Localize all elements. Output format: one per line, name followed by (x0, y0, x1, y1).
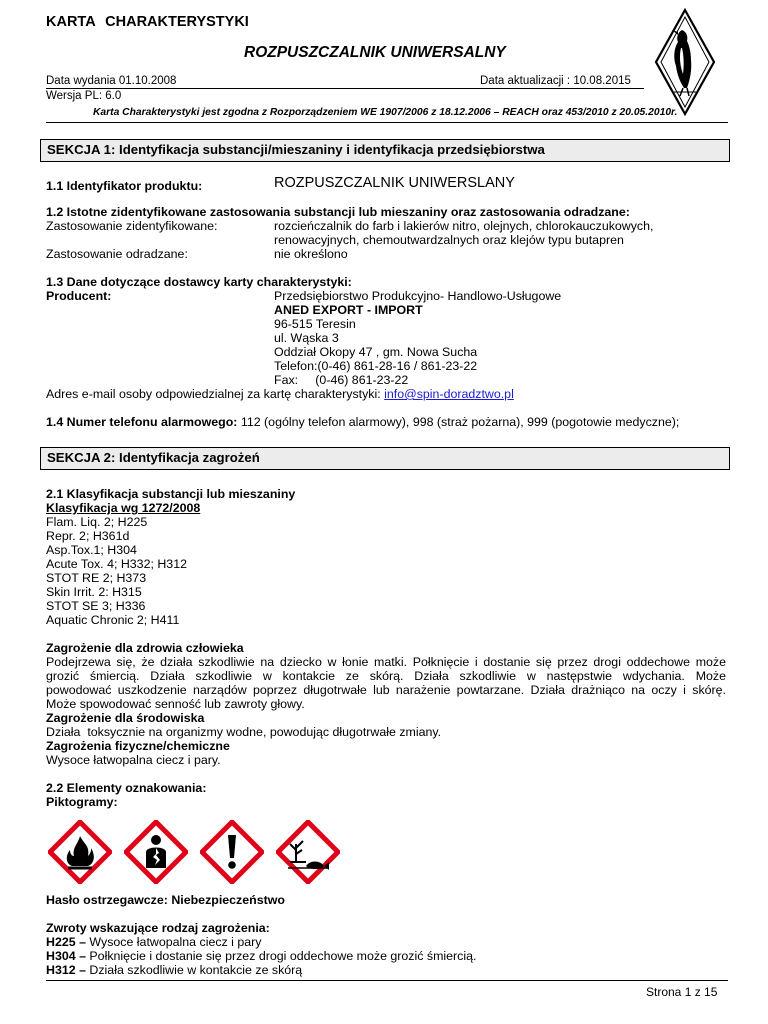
health-hazard-line: grozić śmiercią. Działa szkodliwie w kontakcie ze skórą. Działa szkodliwie w następstwie wdychania. Może (46, 669, 726, 683)
producer-phone: Telefon:(0-46) 861-28-16 / 861-23-22 (274, 359, 478, 373)
emergency-phone-value: 112 (ogólny telefon alarmowy), 998 (straż pożarna), 999 (pogotowie medyczne); (237, 415, 680, 429)
hazard-code: H225 – (46, 935, 86, 949)
section-2-heading: SEKCJA 2: Identyfikacja zagrożeń (40, 447, 730, 470)
producer-line: ul. Wąska 3 (274, 331, 339, 345)
environment-icon (276, 820, 340, 884)
emergency-phone (46, 415, 679, 429)
hazard-statements-list (46, 935, 476, 977)
classification-item: Asp.Tox.1; H304 (46, 543, 137, 557)
contact-email-link[interactable]: info@spin-doradztwo.pl (384, 387, 514, 401)
product-title: ROZPUSZCZALNIK UNIWERSALNY (244, 44, 506, 61)
classification-item: Skin Irrit. 2: H315 (46, 585, 142, 599)
classification-item: Aquatic Chronic 2; H411 (46, 613, 180, 627)
hazard-statement (46, 963, 476, 977)
producer-details (274, 289, 561, 387)
contact-email-line (46, 387, 514, 401)
health-hazard-line: Może spowodować senność lub zawroty głowy. (46, 697, 305, 711)
header-rule-2 (46, 122, 728, 123)
physical-hazard-heading: Zagrożenia fizyczne/chemiczne (46, 739, 230, 753)
hazard-code: H304 – (46, 949, 86, 963)
issue-date: Data wydania 01.10.2008 (46, 75, 177, 87)
health-hazard-text (46, 655, 726, 711)
hazard-statement (46, 935, 476, 949)
emergency-phone-label: 1.4 Numer telefonu alarmowego: (46, 415, 238, 429)
doc-type-title: KARTA CHARAKTERYSTYKI (46, 14, 249, 30)
health-hazard-icon (124, 820, 188, 884)
producer-line: Przedsiębiorstwo Produkcyjno- Handlowo-Usługowe (274, 289, 562, 303)
physical-hazard-text: Wysoce łatwopalna ciecz i pary. (46, 753, 221, 767)
flame-icon (48, 820, 112, 884)
classification-item: STOT RE 2; H373 (46, 571, 147, 585)
classification-item: Repr. 2; H361d (46, 529, 130, 543)
environment-hazard-heading: Zagrożenie dla środowiska (46, 711, 205, 725)
contact-email-label: Adres e-mail osoby odpowiedzialnej za kartę charakterystyki: (46, 387, 385, 401)
pictograms-heading: Piktogramy: (46, 795, 118, 809)
update-date: Data aktualizacji : 10.08.2015 (480, 75, 631, 87)
advised-against-value: nie określono (274, 247, 348, 261)
producer-label: Producent: (46, 289, 112, 303)
exclamation-icon (200, 820, 264, 884)
identified-use-line: rozcieńczalnik do farb i lakierów nitro, olejnych, chlorokauczukowych, (274, 219, 654, 233)
footer-rule (46, 980, 728, 981)
hazard-text: Połknięcie i dostanie się przez drogi oddechowe może grozić śmiercią. (85, 949, 477, 963)
health-hazard-line: Podejrzewa się, że działa szkodliwie na dziecko w łonie matki. Połknięcie i dostanie się przez drogi oddechowe może (46, 655, 726, 669)
advised-against-label: Zastosowanie odradzane: (46, 247, 188, 261)
hazard-text: Wysoce łatwopalna ciecz i pary (85, 935, 262, 949)
classification-heading: 2.1 Klasyfikacja substancji lub mieszaniny (46, 487, 296, 501)
section-1-heading: SEKCJA 1: Identyfikacja substancji/mieszaniny i identyfikacja przedsiębiorstwa (40, 139, 730, 162)
identified-use-label: Zastosowanie zidentyfikowane: (46, 219, 218, 233)
identified-use-value (274, 219, 653, 247)
company-logo (654, 8, 716, 116)
health-hazard-heading: Zagrożenie dla zdrowia człowieka (46, 641, 244, 655)
producer-fax: Fax: (0-46) 861-23-22 (274, 373, 409, 387)
page-number: Strona 1 z 15 (646, 985, 718, 999)
product-identifier-value: ROZPUSZCZALNIK UNIWERSLANY (274, 175, 515, 191)
header-rule (46, 88, 644, 89)
compliance-note: Karta Charakterystyki jest zgodna z Rozporządzeniem WE 1907/2006 z 18.12.2006 – REACH oraz 453/2010 z 20.05.2010r. (93, 107, 678, 118)
producer-line: 96-515 Teresin (274, 317, 356, 331)
classification-item: Acute Tox. 4; H332; H312 (46, 557, 187, 571)
identified-use-line: renowacyjnych, chemoutwardzalnych oraz klejów typu butapren (274, 233, 624, 247)
health-hazard-line: powodować uszkodzenie narządów poprzez długotrwałe lub narażenie powtarzane. Działa drażniąco na oczy i skórę. (46, 683, 726, 697)
supplier-heading: 1.3 Dane dotyczące dostawcy karty charakterystyki: (46, 275, 352, 289)
hazard-text: Działa szkodliwie w kontakcie ze skórą (85, 963, 303, 977)
producer-company-name: ANED EXPORT - IMPORT (274, 303, 423, 317)
product-identifier-label: 1.1 Identyfikator produktu: (46, 179, 203, 193)
classification-regulation: Klasyfikacja wg 1272/2008 (46, 501, 201, 515)
signal-word: Hasło ostrzegawcze: Niebezpieczeństwo (46, 893, 285, 907)
hazard-statement (46, 949, 476, 963)
uses-heading: 1.2 Istotne zidentyfikowane zastosowania substancji lub mieszaniny oraz zastosowania odradzane: (46, 205, 630, 219)
hazard-statements-heading: Zwroty wskazujące rodzaj zagrożenia: (46, 921, 270, 935)
hazard-code: H312 – (46, 963, 86, 977)
classification-item: Flam. Liq. 2; H225 (46, 515, 148, 529)
producer-line: Oddział Okopy 47 , gm. Nowa Sucha (274, 345, 478, 359)
version: Wersja PL: 6.0 (46, 90, 122, 102)
label-elements-heading: 2.2 Elementy oznakowania: (46, 781, 207, 795)
classification-item: STOT SE 3; H336 (46, 599, 146, 613)
environment-hazard-text: Działa toksycznie na organizmy wodne, powodując długotrwałe zmiany. (46, 725, 442, 739)
classification-list (46, 515, 187, 627)
